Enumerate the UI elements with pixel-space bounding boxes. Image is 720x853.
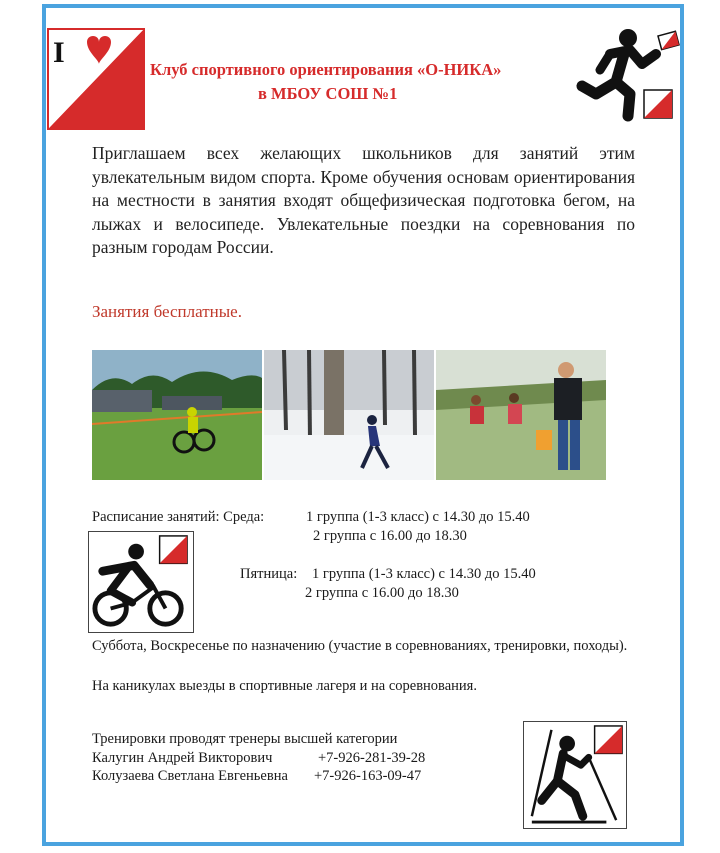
intro-paragraph: Приглашаем всех желающих школьников для занятий этим увлекательным видом спорта. Кроме обучения основам ориентирования на местности в занятия входят общефизическая подготовка бегом, на лыжах и велосипеде. Увлекательные поездки на соревнования по разным городам России. (92, 143, 635, 257)
weekend-note: Суббота, Воскресенье по назначению (участие в соревнованиях, тренировки, походы). (92, 638, 628, 654)
free-note: Занятия бесплатные. (92, 302, 242, 321)
photo-orienteering-run (436, 350, 606, 480)
coach-1-name: Калугин Андрей Викторович (92, 750, 273, 766)
cyclist-icon (88, 531, 194, 633)
club-logo (47, 28, 145, 130)
photo-bike-race (92, 350, 262, 480)
svg-text:I: I (53, 36, 65, 69)
club-title: Клуб спортивного ориентирования «О-НИКА» (150, 60, 502, 79)
school-title: в МБОУ СОШ №1 (258, 84, 398, 103)
coaches-heading: Тренировки проводят тренеры высшей категории (92, 731, 398, 747)
fri-group-1: 1 группа (1-3 класс) с 14.30 до 15.40 (312, 566, 536, 582)
photo-strip (92, 350, 606, 480)
fri-group-2: 2 группа с 16.00 до 18.30 (305, 585, 459, 601)
coach-2-name: Колузаева Светлана Евгеньевна (92, 768, 288, 784)
coach-1-phone: +7-926-281-39-28 (318, 750, 426, 766)
friday-label: Пятница: (240, 566, 298, 582)
photo-ski-race (264, 350, 434, 480)
skier-icon (523, 721, 627, 829)
holidays-note: На каникулах выезды в спортивные лагеря и на соревнования. (92, 678, 477, 694)
wed-group-1: 1 группа (1-3 класс) с 14.30 до 15.40 (306, 509, 530, 525)
runner-icon (570, 24, 680, 122)
coach-2-phone: +7-926-163-09-47 (314, 768, 422, 784)
schedule-label: Расписание занятий: Среда: (92, 509, 265, 525)
wed-group-2: 2 группа с 16.00 до 18.30 (313, 528, 467, 544)
